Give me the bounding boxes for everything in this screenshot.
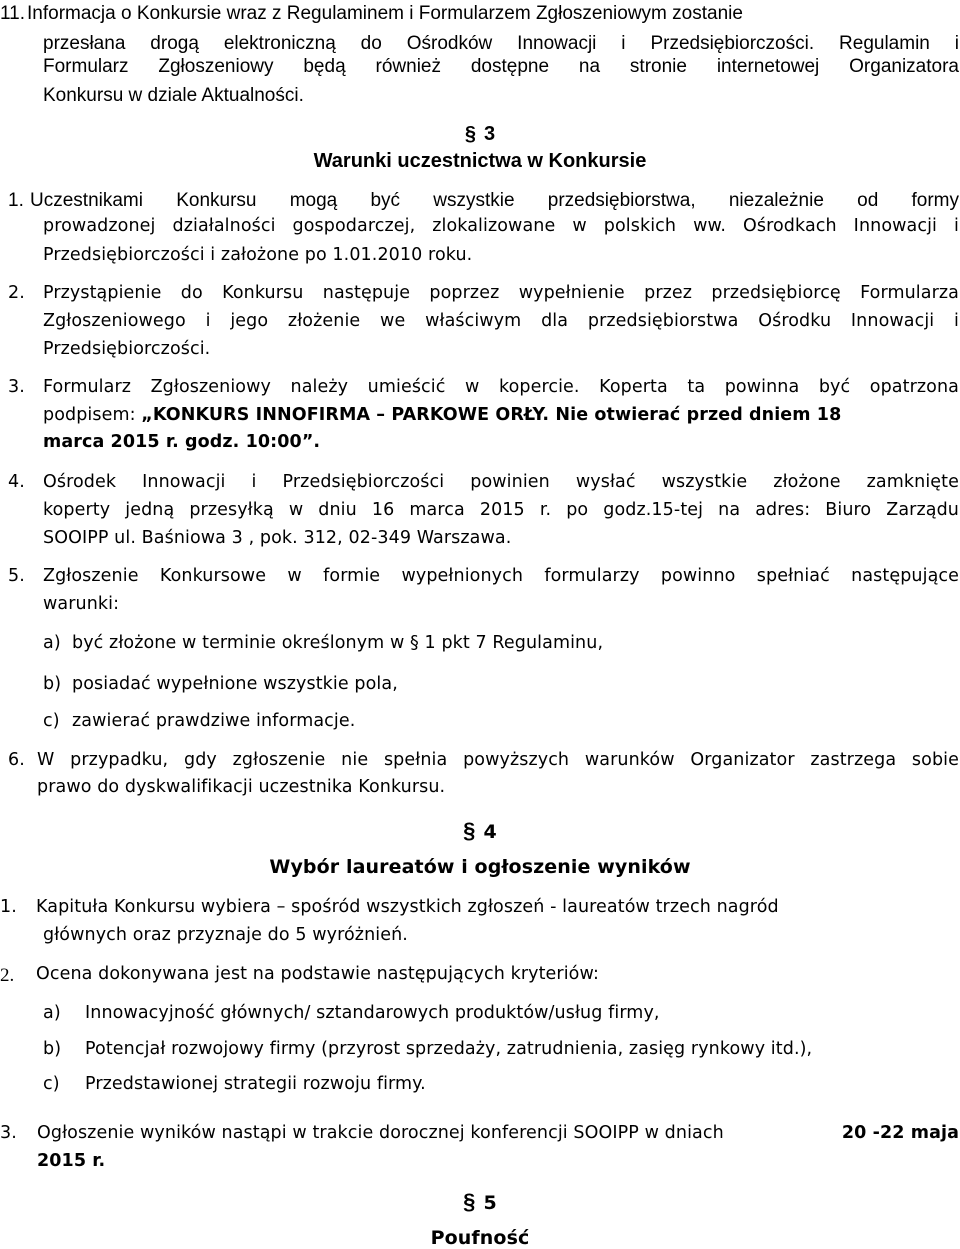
s3-p5-sub-a-text: być złożone w terminie określonym w § 1 pkt 7 Regulaminu, [72, 633, 604, 653]
s3-p5-line-2: warunki: [43, 594, 120, 614]
item-11-line-2: przesłana drogą elektroniczną do Ośrodków Innowacji i Przedsiębiorczości. Regulamin i [43, 33, 959, 54]
section-mark-icon: § [463, 1189, 476, 1214]
conference-dates: 20 -22 maja [841, 1123, 959, 1143]
section-5-number: § 5 [463, 1189, 497, 1214]
s4-p2-sub-c-text: Przedstawionej strategii rozwoju firmy. [85, 1074, 426, 1094]
s4-p1-line-2: głównych oraz przyznaje do 5 wyróżnień. [43, 925, 408, 945]
s3-p2-line-3: Przedsiębiorczości. [43, 339, 211, 359]
s4-p2-sub-a-label: a) [43, 1003, 61, 1023]
s3-p5-sub-b-label: b) [43, 674, 62, 694]
section-mark-icon: § [463, 818, 476, 843]
s4-p2-text: Ocena dokonywana jest na podstawie następujących kryteriów: [36, 964, 599, 984]
s3-p2-line-1: Przystąpienie do Konkursu następuje poprzez wypełnienie przez przedsiębiorcę Formularza [43, 283, 959, 303]
item-11-line-3: Formularz Zgłoszeniowy będą również dostępne na stronie internetowej Organizatora [43, 56, 959, 77]
s4-p2-sub-a-text: Innowacyjność głównych/ sztandarowych produktów/usług firmy, [85, 1003, 660, 1023]
s4-p2-sub-c-label: c) [43, 1074, 60, 1094]
s4-p3-line-1: Ogłoszenie wyników nastąpi w trakcie dorocznej konferencji SOOIPP w dniach 20 -22 maja [37, 1123, 959, 1143]
s3-p1-number: 1. [8, 190, 24, 211]
s3-p3-line-1: Formularz Zgłoszeniowy należy umieścić w kopercie. Koperta ta powinna być opatrzona [43, 377, 959, 397]
section-3-number: § 3 [464, 123, 496, 145]
s4-p1-line-1: Kapituła Konkursu wybiera – spośród wszystkich zgłoszeń - laureatów trzech nagród [36, 897, 779, 917]
s3-p6-number: 6. [8, 750, 25, 770]
s3-p1-line-3: Przedsiębiorczości i założone po 1.01.2010 roku. [43, 245, 473, 265]
s3-p3-line-2: podpisem: „KONKURS INNOFIRMA – PARKOWE ORŁY. Nie otwierać przed dniem 18 [43, 405, 842, 425]
item-11-line-1: Informacja o Konkursie wraz z Regulaminem i Formularzem Zgłoszeniowym zostanie [27, 3, 743, 24]
s3-p5-sub-c-label: c) [43, 711, 60, 731]
s3-p1-line-1: Uczestnikami Konkursu mogą być wszystkie przedsiębiorstwa, niezależnie od formy [30, 190, 959, 211]
item-11-number: 11. [0, 3, 26, 24]
s4-p3-number: 3. [0, 1123, 17, 1143]
s4-p1-number: 1. [0, 897, 17, 917]
s3-p5-number: 5. [8, 566, 25, 586]
s3-p1-line-2: prowadzonej działalności gospodarczej, zlokalizowane w polskich ww. Ośrodkach Innowacji i [43, 216, 959, 236]
section-4-title: Wybór laureatów i ogłoszenie wyników [269, 856, 691, 878]
s3-p3-number: 3. [8, 377, 25, 397]
section-4-number: § 4 [463, 818, 497, 843]
s3-p2-line-2: Zgłoszeniowego i jego złożenie we właściwym dla przedsiębiorstwa Ośrodku Innowacji i [43, 311, 959, 331]
envelope-signature-text: „KONKURS INNOFIRMA – PARKOWE ORŁY. Nie otwierać przed dniem 18 [141, 405, 842, 425]
s3-p5-sub-c-text: zawierać prawdziwe informacje. [72, 711, 356, 731]
s3-p4-number: 4. [8, 472, 25, 492]
s3-p5-sub-b-text: posiadać wypełnione wszystkie pola, [72, 674, 398, 694]
s3-p2-number: 2. [8, 283, 25, 303]
s3-p6-line-2: prawo do dyskwalifikacji uczestnika Konkursu. [37, 777, 446, 797]
s3-p4-line-1: Ośrodek Innowacji i Przedsiębiorczości powinien wysłać wszystkie złożone zamknięte [43, 472, 959, 492]
s4-p2-sub-b-text: Potencjał rozwojowy firmy (przyrost sprzedaży, zatrudnienia, zasięg rynkowy itd.), [85, 1039, 813, 1059]
s4-p2-sub-b-label: b) [43, 1039, 62, 1059]
section-mark-icon: § [464, 123, 476, 145]
item-11-line-4: Konkursu w dziale Aktualności. [43, 85, 304, 106]
s3-p4-line-3: SOOIPP ul. Baśniowa 3 , pok. 312, 02-349 Warszawa. [43, 528, 512, 548]
section-5-title: Poufność [430, 1227, 530, 1249]
s3-p3-line-3: marca 2015 r. godz. 10:00”. [43, 432, 321, 452]
s3-p4-line-2: koperty jedną przesyłką w dniu 16 marca 2015 r. po godz.15-tej na adres: Biuro Zarządu [43, 500, 959, 520]
s4-p2-number: 2. [0, 965, 15, 986]
s3-p5-line-1: Zgłoszenie Konkursowe w formie wypełnionych formularzy powinno spełniać następujące [43, 566, 959, 586]
s4-p3-line-2: 2015 r. [37, 1151, 106, 1171]
section-3-title: Warunki uczestnictwa w Konkursie [313, 150, 647, 172]
s3-p5-sub-a-label: a) [43, 633, 61, 653]
s3-p6-line-1: W przypadku, gdy zgłoszenie nie spełnia powyższych warunków Organizator zastrzega sobie [37, 750, 959, 770]
